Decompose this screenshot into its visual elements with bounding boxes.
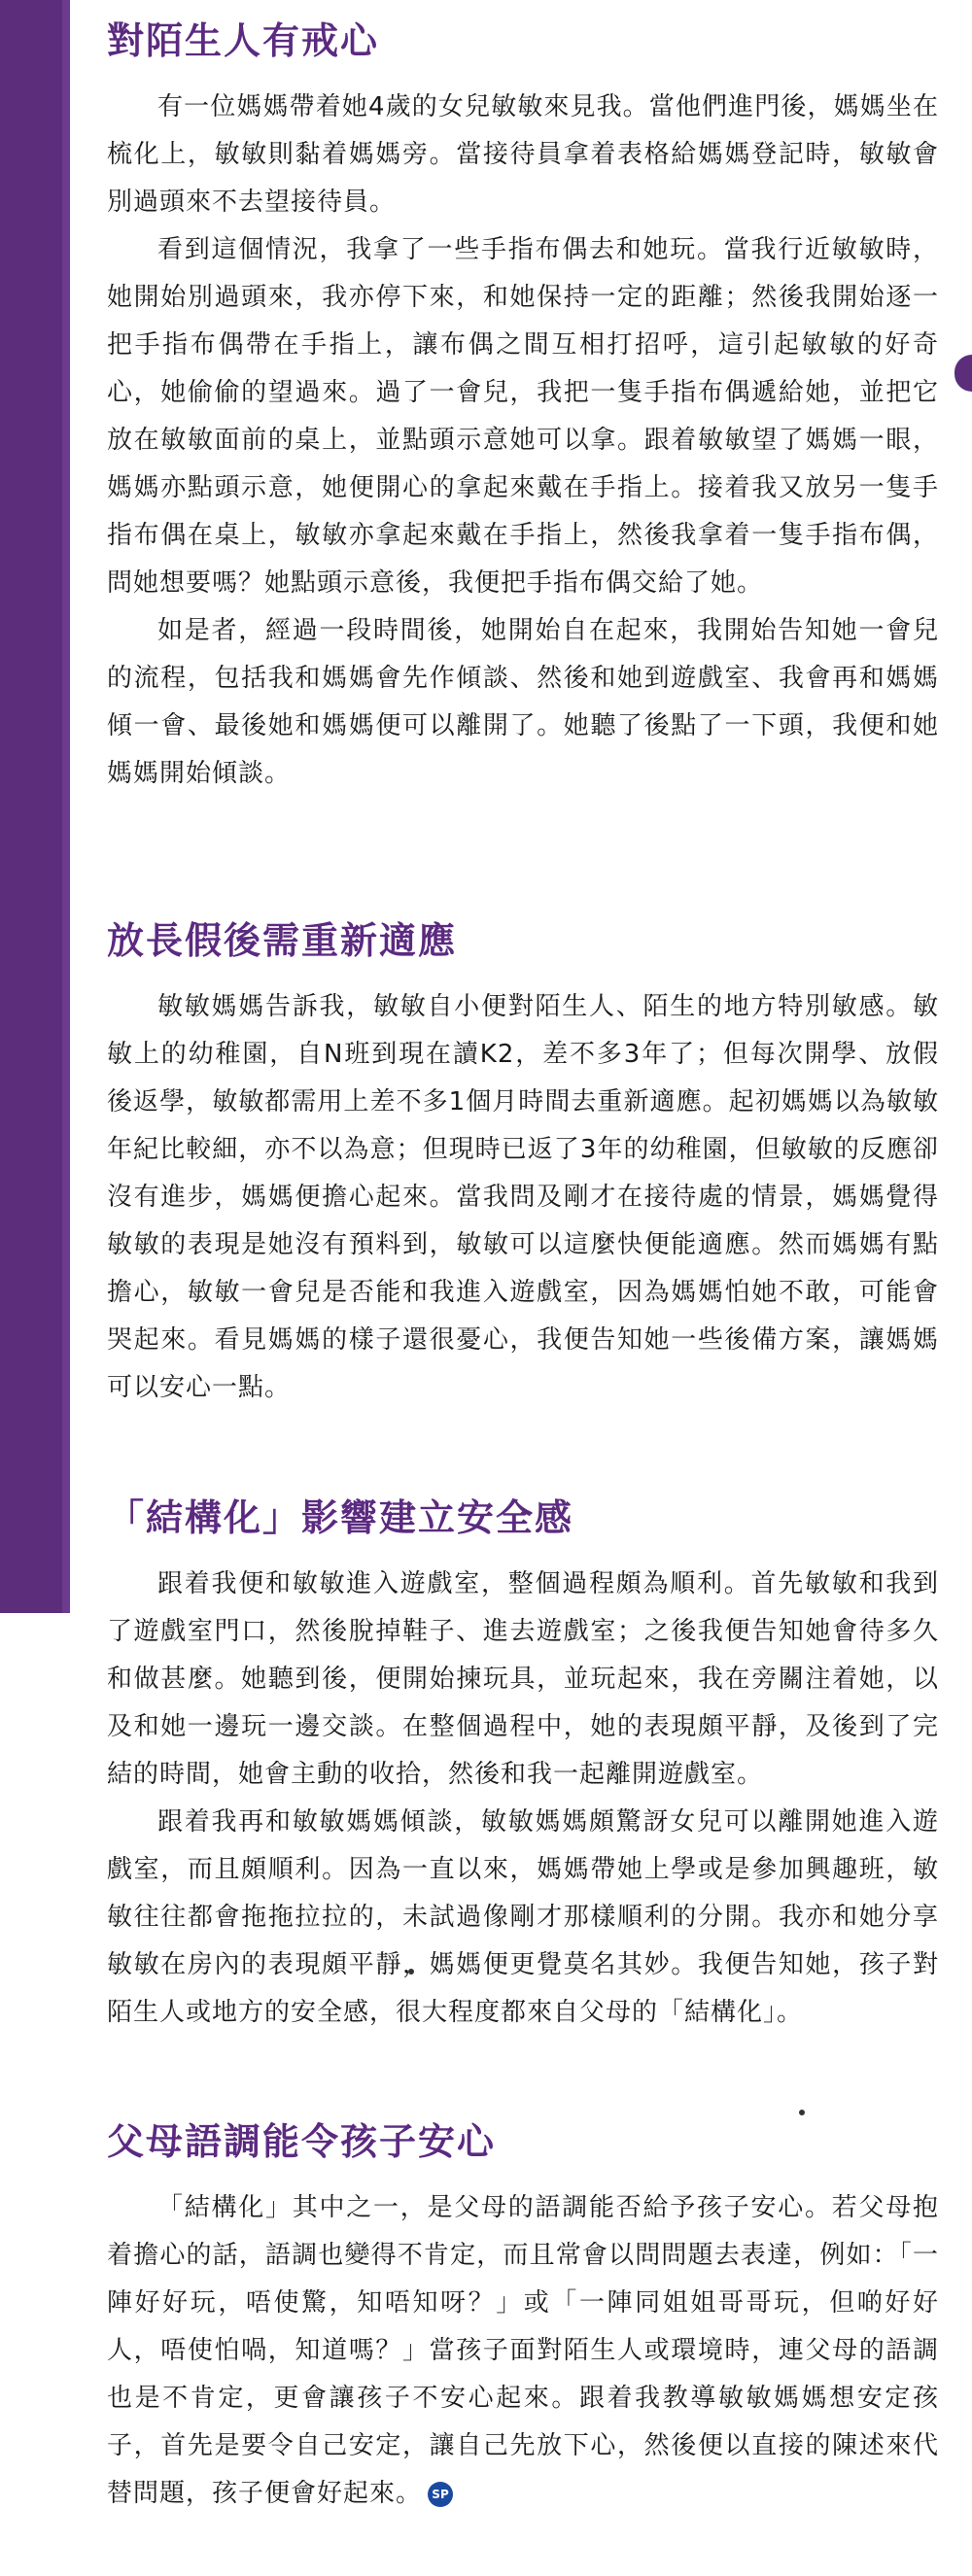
section-heading: 放長假後需重新適應	[107, 919, 458, 962]
speck	[799, 2110, 805, 2115]
paragraph: 如是者，經過一段時間後，她開始自在起來，我開始告知她一會兒的流程，包括我和媽媽會先作傾談、然後和她到遊戲室、我會再和媽媽傾一會、最後她和媽媽便可以離開了。她聽了後點了一下頭，我便和她媽媽開始傾談。	[107, 616, 939, 788]
section-readjust-after-holiday	[107, 917, 939, 1412]
section-parent-tone	[107, 2118, 939, 2518]
section-heading: 「結構化」影響建立安全感	[107, 1496, 574, 1539]
section-heading: 對陌生人有戒心	[107, 19, 380, 62]
paragraph: 看到這個情況，我拿了一些手指布偶去和她玩。當我行近敏敏時，她開始別過頭來，我亦停下來，和她保持一定的距離；然後我開始逐一把手指布偶帶在手指上，讓布偶之間互相打招呼，這引起敏敏的好奇心，她偷偷的望過來。過了一會兒，我把一隻手指布偶遞給她，並把它放在敏敏面前的桌上，並點頭示意她可以拿。跟着敏敏望了媽媽一眼，媽媽亦點頭示意，她便開心的拿起來戴在手指上。接着我又放另一隻手指布偶在桌上，敏敏亦拿起來戴在手指上，然後我拿着一隻手指布偶，問她想要嗎？她點頭示意後，我便把手指布偶交給了她。	[107, 235, 939, 598]
end-mark-badge: SP	[428, 2482, 453, 2507]
left-decorative-bar	[0, 0, 70, 1613]
paragraph-text: 「結構化」其中之一，是父母的語調能否給予孩子安心。若父母抱着擔心的話，語調也變得不肯定，而且常會以問問題去表達，例如：「一陣好好玩，唔使驚，知唔知呀？」或「一陣同姐姐哥哥玩，但啲好好人，唔使怕喎，知道嗎？」當孩子面對陌生人或環境時，連父母的語調也是不肯定，更會讓孩子不安心起來。跟着我教導敏敏媽媽想安定孩子，首先是要令自己安定，讓自己先放下心，然後便以直接的陳述來代替問題，孩子便會好起來。	[107, 2193, 939, 2508]
section-stranger-wariness	[107, 17, 939, 798]
paragraph: 跟着我便和敏敏進入遊戲室，整個過程頗為順利。首先敏敏和我到了遊戲室門口，然後脫掉鞋子、進去遊戲室；之後我便告知她會待多久和做甚麼。她聽到後，便開始揀玩具，並玩起來，我在旁關注着她，以及和她一邊玩一邊交談。在整個過程中，她的表現頗平靜，及後到了完結的時間，她會主動的收拾，然後和我一起離開遊戲室。	[107, 1569, 939, 1789]
paragraph: 跟着我再和敏敏媽媽傾談，敏敏媽媽頗驚訝女兒可以離開她進入遊戲室，而且頗順利。因為一直以來，媽媽帶她上學或是參加興趣班，敏敏往往都會拖拖拉拉的，未試過像剛才那樣順利的分開。我亦和她分享敏敏在房內的表現頗平靜，媽媽便更覺莫名其妙。我便告知她，孩子對陌生人或地方的安全感，很大程度都來自父母的「結構化」。	[107, 1807, 939, 2027]
right-edge-tab	[955, 355, 972, 392]
section-heading: 父母語調能令孩子安心	[107, 2120, 497, 2163]
paragraph: 敏敏媽媽告訴我，敏敏自小便對陌生人、陌生的地方特別敏感。敏敏上的幼稚園，自N班到現在讀K2，差不多3年了；但每次開學、放假後返學，敏敏都需用上差不多1個月時間去重新適應。起初媽媽以為敏敏年紀比較細，亦不以為意；但現時已返了3年的幼稚園，但敏敏的反應卻沒有進步，媽媽便擔心起來。當我問及剛才在接待處的情景，媽媽覺得敏敏的表現是她沒有預料到，敏敏可以這麼快便能適應。然而媽媽有點擔心，敏敏一會兒是否能和我進入遊戲室，因為媽媽怕她不敢，可能會哭起來。看見媽媽的樣子還很憂心，我便告知她一些後備方案，讓媽媽可以安心一點。	[107, 992, 939, 1402]
paragraph	[107, 2184, 939, 2518]
section-structure-security	[107, 1494, 939, 2037]
paragraph: 有一位媽媽帶着她4歲的女兒敏敏來見我。當他們進門後，媽媽坐在梳化上，敏敏則黏着媽媽旁。當接待員拿着表格給媽媽登記時，敏敏會別過頭來不去望接待員。	[107, 92, 939, 217]
